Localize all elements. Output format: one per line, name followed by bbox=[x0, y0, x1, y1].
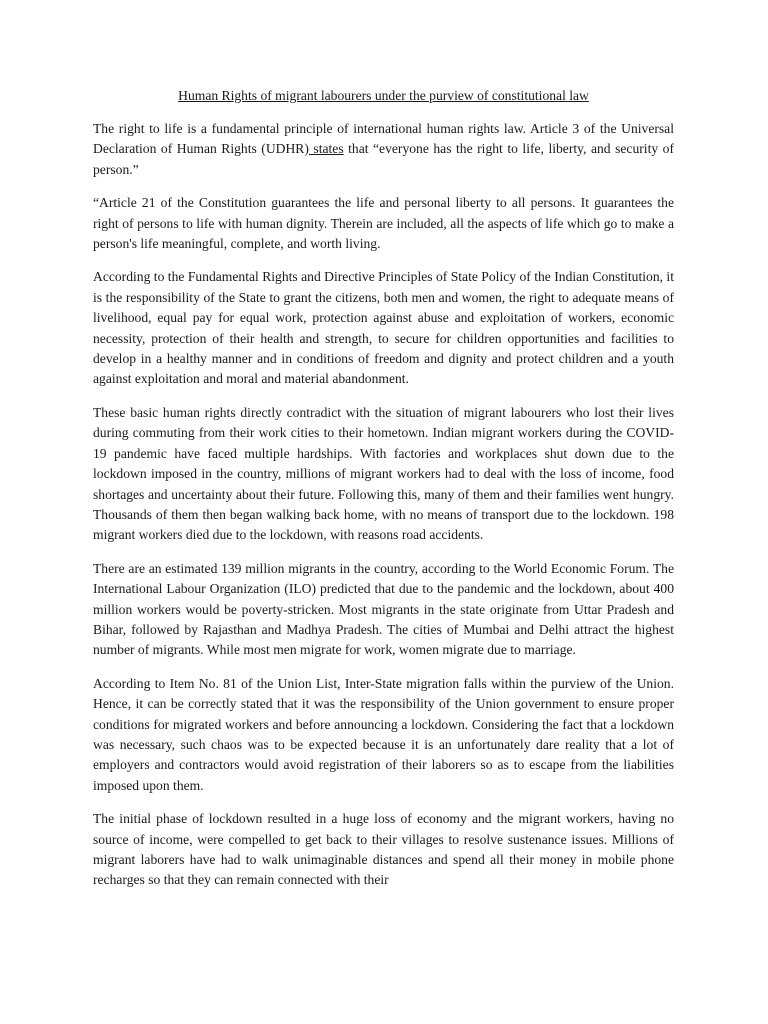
paragraph-migrant-statistics: There are an estimated 139 million migrants in the country, according to the World Economic Forum. The International Labour Organization (ILO) predicted that due to the pandemic and the lockdown, about 400 million workers would be poverty-stricken. Most migrants in the state originate from Uttar Pradesh and Bihar, followed by Rajasthan and Madhya Pradesh. The cities of Mumbai and Delhi attract the highest number of migrants. While most men migrate for work, women migrate due to marriage. bbox=[93, 560, 674, 658]
paragraph-lockdown-phase: The initial phase of lockdown resulted in a huge loss of economy and the migrant workers, having no source of income, were compelled to get back to their villages to resolve sustenance issues. Millions of migrant laborers have had to walk unimaginable distances and spend all their money in mobile phone recharges so that they can remain connected with their bbox=[93, 811, 674, 888]
paragraph-article-21: “Article 21 of the Constitution guarantees the life and personal liberty to all persons. It guarantees the right of persons to life with human dignity. Therein are included, all the aspects of life which go to make a person's life meaningful, complete, and worth living. bbox=[93, 195, 674, 252]
paragraph-fundamental-rights: According to the Fundamental Rights and Directive Principles of State Policy of the Indian Constitution, it is the responsibility of the State to grant the citizens, both men and women, the right to adequate means of livelihood, equal pay for equal work, protection against abuse and exploitation of workers, economic necessity, protection of their health and strength, to secure for children opportunities and facilities to develop in a healthy manner and in conditions of freedom and dignity and protect children and a youth against exploitation and moral and material abandonment. bbox=[93, 269, 674, 387]
paragraph-text: that “everyone has the right to life, liberty, and security of person.” bbox=[93, 141, 674, 177]
paragraph-text: The right to life is a fundamental principle of international human rights law. Article 3 of the Universal Declaration of Human Rights (UDHR) bbox=[93, 121, 674, 157]
paragraph-udhr bbox=[93, 119, 674, 180]
paragraph-union-list: According to Item No. 81 of the Union List, Inter-State migration falls within the purview of the Union. Hence, it can be correctly stated that it was the responsibility of the Union government to ensure proper conditions for migrated workers and before announcing a lockdown. Considering the fact that a lockdown was necessary, such chaos was to be expected because it is an unfortunately dare reality that a lot of employers and contractors would avoid registration of their laborers so as to escape from the liabilities imposed upon them. bbox=[93, 675, 674, 793]
document-title: Human Rights of migrant labourers under the purview of constitutional law bbox=[178, 88, 589, 103]
document-body bbox=[93, 87, 674, 904]
states-link[interactable]: states bbox=[308, 141, 344, 157]
paragraph-covid-hardships: These basic human rights directly contradict with the situation of migrant labourers who lost their lives during commuting from their work cities to their hometown. Indian migrant workers during the COVID-19 pandemic have faced multiple hardships. With factories and workplaces shut down due to the lockdown imposed in the country, millions of migrant workers had to deal with the loss of income, food shortages and uncertainty about their future. Following this, many of them and their families went hungry. Thousands of them then began walking back home, with no means of transport due to the lockdown. 198 migrant workers died due to the lockdown, with reasons road accidents. bbox=[93, 404, 674, 543]
